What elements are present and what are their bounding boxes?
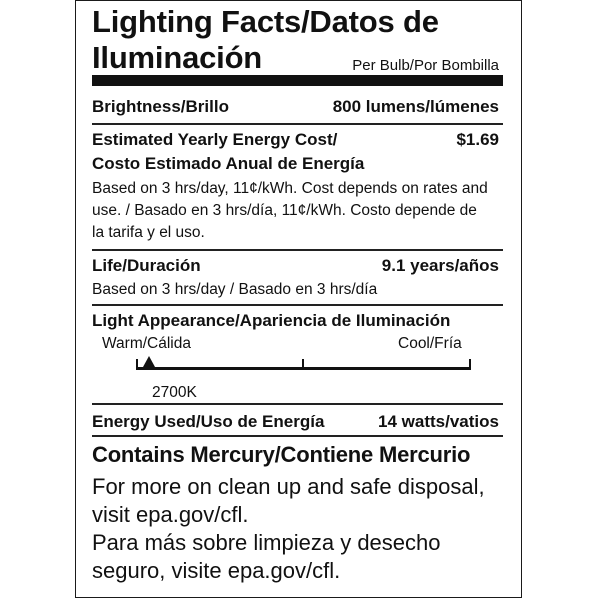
- divider-light-appearance: [92, 403, 503, 405]
- brightness-value: 800 lumens/lúmenes: [332, 97, 499, 116]
- life-note: Based on 3 hrs/day / Basado en 3 hrs/día: [92, 281, 378, 298]
- mercury-english-text: For more on clean up and safe disposal, visit epa.gov/cfl.: [92, 474, 485, 527]
- title-line-2: Iluminación: [92, 40, 263, 75]
- title-divider: [92, 75, 503, 86]
- light-appearance-label: Light Appearance/Apariencia de Iluminación: [92, 311, 451, 330]
- life-value: 9.1 years/años: [381, 256, 499, 275]
- color-temperature-value: 2700K: [152, 384, 197, 401]
- energy-cost-label-line-2: Costo Estimado Anual de Energía: [92, 154, 365, 173]
- scale-tick-start: [136, 359, 138, 367]
- scale-tick-middle: [302, 359, 304, 367]
- brightness-label: Brightness/Brillo: [92, 97, 229, 116]
- divider-energy-cost: [92, 249, 503, 251]
- energy-used-label: Energy Used/Uso de Energía: [92, 412, 325, 431]
- cool-label: Cool/Fría: [398, 335, 462, 352]
- divider-brightness: [92, 123, 503, 125]
- life-label: Life/Duración: [92, 256, 201, 275]
- energy-cost-label-line-1: Estimated Yearly Energy Cost/: [92, 130, 338, 149]
- scale-tick-end: [469, 359, 471, 367]
- lighting-facts-label: [75, 0, 522, 598]
- divider-energy-used: [92, 435, 503, 437]
- energy-used-value: 14 watts/vatios: [378, 412, 499, 431]
- title-line-1: Lighting Facts/Datos de: [92, 4, 439, 39]
- divider-life: [92, 304, 503, 306]
- per-bulb-note: Per Bulb/Por Bombilla: [352, 57, 499, 74]
- mercury-spanish-text: Para más sobre limpieza y desecho seguro, visite epa.gov/cfl.: [92, 530, 441, 583]
- warm-label: Warm/Cálida: [102, 335, 191, 352]
- color-temperature-marker-icon: [143, 356, 155, 367]
- color-temperature-scale: [136, 367, 471, 370]
- mercury-heading: Contains Mercury/Contiene Mercurio: [92, 442, 471, 467]
- energy-cost-note: Based on 3 hrs/day, 11¢/kWh. Cost depends on rates and use. / Basado en 3 hrs/día, 11¢/kWh. Costo depende de la tarifa y el uso.: [92, 180, 488, 241]
- energy-cost-value: $1.69: [456, 130, 499, 149]
